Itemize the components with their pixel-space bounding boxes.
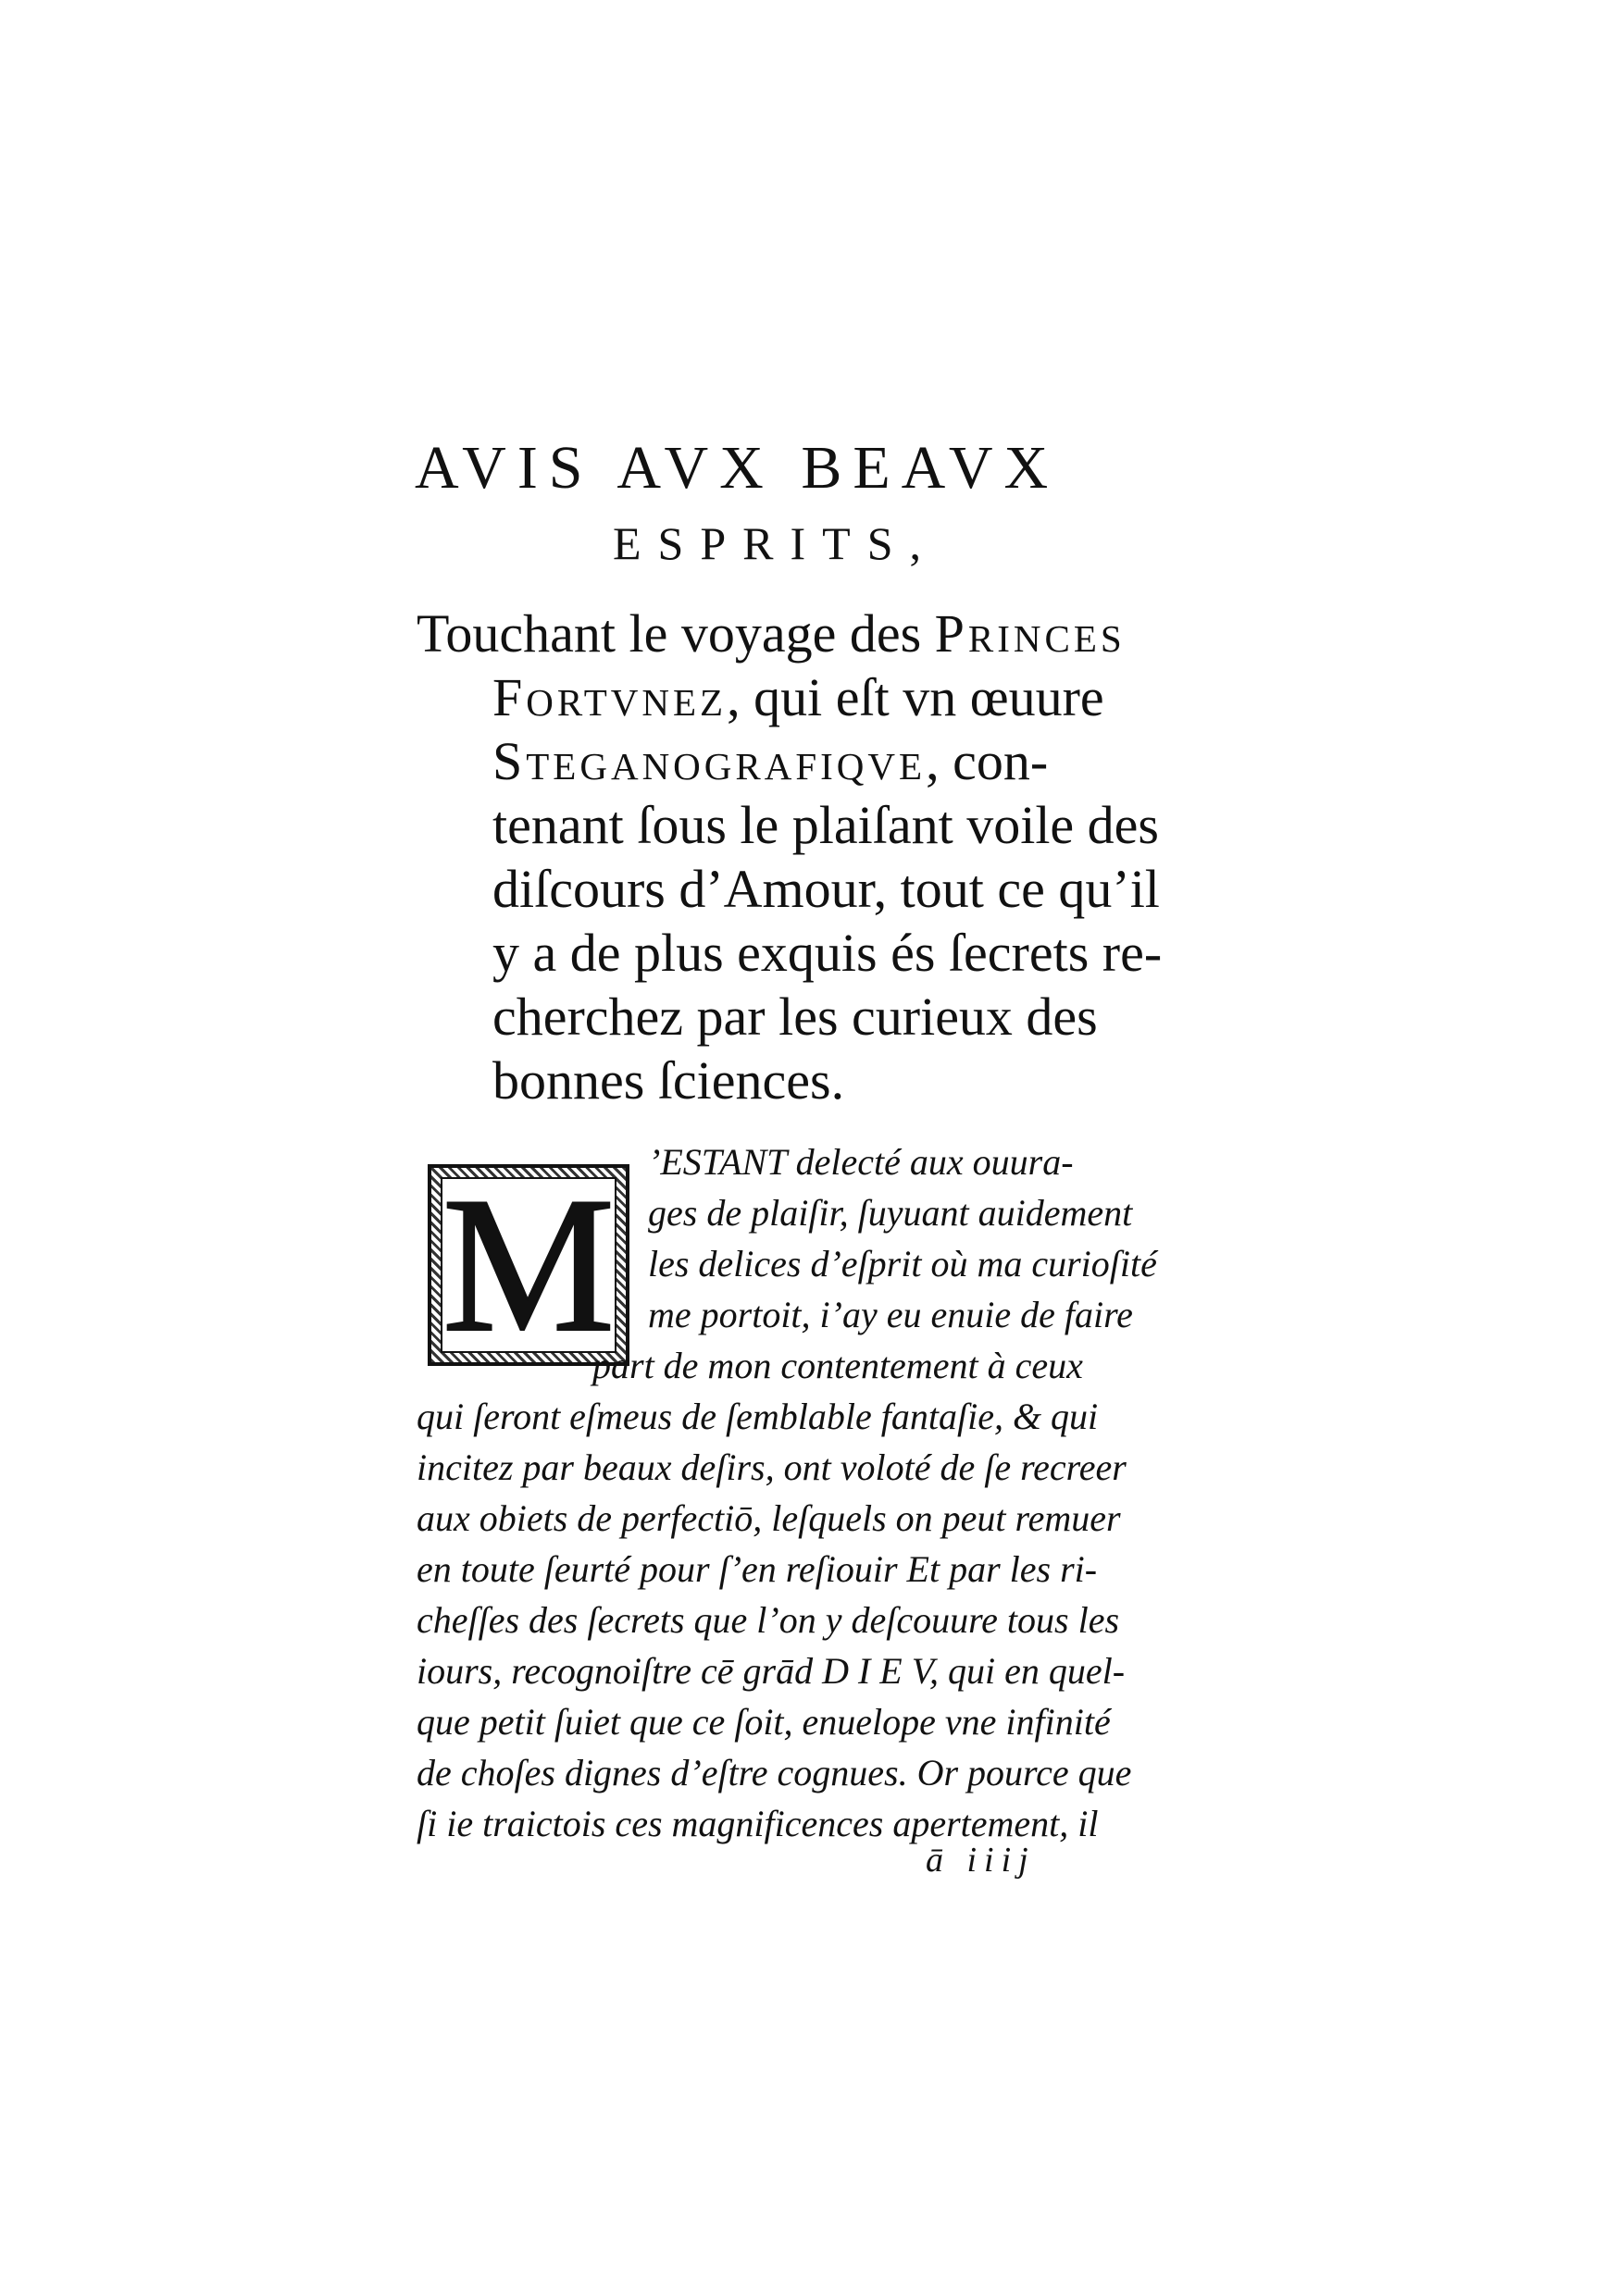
- body-line: en toute ſeurté pour ſ’en reſiouir Et par les ri-: [417, 1548, 1098, 1590]
- body-line: de choſes dignes d’eſtre cognues. Or pource que: [417, 1752, 1132, 1793]
- body-line: cheſſes des ſecrets que l’on y deſcouure tous les: [417, 1599, 1120, 1641]
- body-line: que petit ſuiet que ce ſoit, enuelope vne infinité: [417, 1701, 1111, 1743]
- subtitle-block: [417, 602, 1231, 1112]
- initial-letter: M: [442, 1158, 616, 1372]
- subtitle-line-2-text: , qui eſt vn œuure: [727, 667, 1104, 727]
- body-text: [417, 1136, 1222, 1849]
- subtitle-line-3: [417, 729, 1231, 793]
- body-line: me portoit, i’ay eu enuie de faire: [648, 1294, 1133, 1335]
- body-line: ſi ie traictois ces magnificences apertement, il: [417, 1803, 1099, 1844]
- body-line: qui ſeront eſmeus de ſemblable fantaſie, & qui: [417, 1396, 1099, 1437]
- body-line: aux obiets de perfectiō, leſquels on peut remuer: [417, 1497, 1121, 1539]
- title-line-2: ESPRITS,: [613, 517, 939, 569]
- subtitle-fortvnez: Fortvnez: [492, 667, 728, 727]
- subtitle-princes: Princes: [934, 603, 1126, 664]
- body-line: ’ESTANT delecté aux ouura-: [648, 1141, 1074, 1183]
- subtitle-line-1: [417, 602, 1231, 665]
- subtitle-line-1-text: Touchant le voyage des: [417, 603, 935, 664]
- body-line: iours, recognoiſtre cē grād D I E V, qui en quel-: [417, 1650, 1126, 1692]
- subtitle-line-7: cherchez par les curieux des: [492, 987, 1098, 1047]
- body-line: ges de plaiſir, ſuyuant auidement: [648, 1192, 1133, 1234]
- subtitle-line-8: bonnes ſciences.: [492, 1050, 845, 1111]
- body-line: les delices d’eſprit où ma curioſité: [648, 1243, 1157, 1285]
- subtitle-line-5: diſcours d’Amour, tout ce qu’il: [492, 859, 1160, 919]
- subtitle-line-4: tenant ſous le plaiſant voile des: [492, 795, 1159, 855]
- signature-mark: ā iiij: [926, 1841, 1036, 1880]
- body-line: part de mon contentement à ceux: [592, 1345, 1083, 1386]
- subtitle-line-3-text: , con-: [926, 731, 1049, 791]
- body-line: incitez par beaux deſirs, ont voloté de ſe recreer: [417, 1446, 1127, 1488]
- subtitle-line-6: y a de plus exquis és ſecrets re-: [492, 923, 1163, 983]
- title-line-1: AVIS AVX BEAVX: [415, 434, 1060, 502]
- subtitle-steganografiqve: Steganografiqve: [492, 731, 927, 791]
- subtitle-line-2: [417, 665, 1231, 729]
